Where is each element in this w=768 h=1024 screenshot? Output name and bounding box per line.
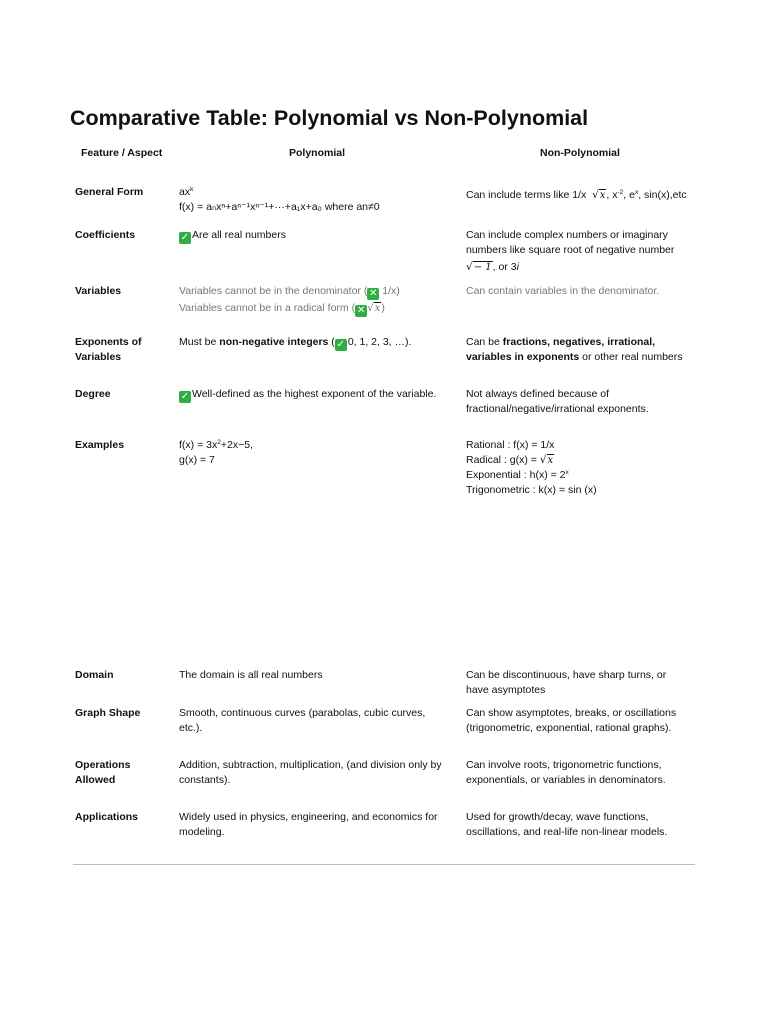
exponents-poly-prefix: Must be: [179, 336, 220, 348]
operations-poly-line1: Addition, subtraction, multiplication, (and division only by: [179, 759, 442, 771]
applications-polynomial: [179, 810, 438, 839]
sqrt-arg: x: [599, 190, 606, 201]
coefficients-poly-text: Are all real numbers: [192, 229, 286, 241]
degree-polynomial: [179, 387, 436, 403]
general-form-nonpoly-prefix: Can include terms like 1/x: [466, 189, 587, 201]
domain-nonpoly-line2: have asymptotes: [466, 683, 546, 696]
horizontal-rule: [73, 864, 695, 865]
operations-non-polynomial: [466, 758, 666, 787]
row-label-applications: Applications: [75, 811, 139, 823]
sqrt-arg: − 1: [473, 262, 492, 273]
row-label-variables: Variables: [75, 285, 122, 297]
exponents-polynomial: [179, 335, 411, 351]
row-label-operations-line1: Operations: [75, 759, 131, 771]
sqrt-icon: √− 1: [466, 261, 492, 273]
examples-poly-line1-a: f(x) = 3x: [179, 439, 218, 451]
page-title: Comparative Table: Polynomial vs Non-Polynomial: [70, 106, 589, 130]
general-form-nonpoly-sup2: x: [634, 189, 639, 196]
degree-poly-text: Well-defined as the highest exponent of the variable.: [192, 388, 437, 400]
variables-poly-line1-prefix: Variables cannot be in the denominator (: [179, 285, 368, 297]
row-label-general-form: General Form: [75, 186, 144, 198]
variables-poly-line2-prefix: Variables cannot be in a radical form (: [179, 302, 356, 314]
general-form-non-polynomial: [466, 188, 687, 204]
examples-poly-line1-b: +2x−5,: [220, 439, 253, 451]
general-form-poly-formula: f(x) = aₙxⁿ+aⁿ⁻¹xⁿ⁻¹+···+a₁x+a₀ where an≠0: [179, 200, 380, 213]
check-mark-icon: ✓: [180, 232, 190, 243]
general-form-poly-sup: k: [190, 186, 194, 193]
degree-non-polynomial: [466, 387, 649, 416]
variables-poly-line2-suffix: ): [381, 302, 385, 314]
exponents-nonpoly-bold1: fractions, negatives, irrational,: [502, 336, 656, 348]
examples-polynomial: [179, 438, 253, 467]
row-label-domain: Domain: [75, 669, 114, 681]
graph-shape-nonpoly-line1: Can show asymptotes, breaks, or oscillations: [466, 707, 677, 719]
imaginary-unit: i: [516, 261, 519, 273]
header-non-polynomial: Non-Polynomial: [540, 147, 620, 159]
row-label-exponents-line1: Exponents of: [75, 336, 142, 348]
operations-polynomial: [179, 758, 442, 787]
degree-nonpoly-line2: fractional/negative/irrational exponents.: [466, 402, 649, 415]
general-form-nonpoly-mid1: , x: [606, 189, 618, 201]
graph-shape-non-polynomial: [466, 706, 676, 735]
exponents-poly-bold: non-negative integers: [219, 336, 329, 348]
examples-nonpoly-trigonometric: Trigonometric : k(x) = sin (x): [466, 483, 597, 496]
row-label-exponents-line2: Variables: [75, 350, 122, 363]
check-mark-icon: ✓: [336, 339, 345, 350]
general-form-nonpoly-mid2: , e: [623, 189, 635, 201]
general-form-nonpoly-suffix: , sin(x),etc: [638, 189, 687, 201]
sqrt-arg: x: [374, 303, 381, 314]
applications-nonpoly-line2: oscillations, and real-life non-linear models.: [466, 825, 668, 838]
check-mark-icon: ✓: [180, 391, 190, 402]
sqrt-icon: √x: [592, 189, 606, 201]
examples-nonpoly-exponential: Exponential : h(x) = 2: [466, 469, 566, 481]
exponents-nonpoly-prefix: Can be: [466, 336, 503, 348]
graph-shape-nonpoly-line2: (trigonometric, exponential, rational graphs).: [466, 721, 672, 734]
applications-poly-line1: Widely used in physics, engineering, and economics for: [179, 811, 438, 823]
examples-non-polynomial: [466, 438, 597, 497]
examples-nonpoly-sup: x: [565, 469, 569, 476]
operations-poly-line2: constants).: [179, 773, 231, 786]
cross-mark-icon: ✕: [356, 305, 366, 316]
header-feature: Feature / Aspect: [81, 147, 163, 159]
examples-poly-line2: g(x) = 7: [179, 453, 215, 466]
examples-nonpoly-radical: Radical : g(x) =: [466, 453, 540, 466]
row-label-graph-shape: Graph Shape: [75, 707, 141, 719]
header-polynomial: Polynomial: [289, 147, 346, 159]
general-form-polynomial: [179, 185, 380, 214]
sqrt-arg: x: [547, 454, 554, 466]
examples-nonpoly-rational: Rational : f(x) = 1/x: [466, 439, 555, 451]
variables-non-polynomial: Can contain variables in the denominator.: [466, 285, 660, 297]
row-label-operations-line2: Allowed: [75, 773, 116, 786]
general-form-nonpoly-sup1: -2: [617, 189, 624, 196]
coefficients-non-polynomial: [466, 228, 674, 276]
applications-nonpoly-line1: Used for growth/decay, wave functions,: [466, 811, 649, 823]
coefficients-nonpoly-suffix: , or 3: [492, 261, 517, 273]
coefficients-polynomial: [179, 228, 286, 244]
row-label-degree: Degree: [75, 388, 111, 400]
exponents-non-polynomial: [466, 335, 683, 364]
sqrt-icon: √x: [539, 453, 554, 466]
sqrt-icon: √x: [367, 302, 381, 314]
variables-poly-line1-suffix: 1/x): [379, 285, 400, 297]
applications-non-polynomial: [466, 810, 667, 839]
operations-nonpoly-line2: exponentials, or variables in denominators.: [466, 773, 666, 786]
coefficients-nonpoly-line1: Can include complex numbers or imaginary: [466, 229, 668, 241]
exponents-poly-mid: (: [328, 336, 335, 348]
domain-polynomial: The domain is all real numbers: [179, 669, 323, 681]
row-label-operations: [75, 758, 130, 787]
variables-polynomial: [179, 283, 400, 317]
graph-shape-poly-line1: Smooth, continuous curves (parabolas, cubic curves,: [179, 707, 426, 719]
graph-shape-polynomial: [179, 706, 425, 735]
row-label-coefficients: Coefficients: [75, 229, 136, 241]
cross-mark-icon: ✕: [369, 288, 378, 299]
domain-nonpoly-line1: Can be discontinuous, have sharp turns, or: [466, 669, 667, 681]
row-label-exponents: [75, 335, 142, 364]
graph-shape-poly-line2: etc.).: [179, 721, 203, 734]
operations-nonpoly-line1: Can involve roots, trigonometric functions,: [466, 759, 662, 771]
applications-poly-line2: modeling.: [179, 825, 225, 838]
examples-poly-sup: 2: [217, 439, 221, 446]
coefficients-nonpoly-line2: numbers like square root of negative number: [466, 243, 675, 256]
degree-nonpoly-line1: Not always defined because of: [466, 388, 610, 400]
general-form-poly-base: ax: [179, 186, 191, 198]
exponents-nonpoly-suffix: or other real numbers: [579, 350, 683, 363]
domain-non-polynomial: [466, 668, 666, 697]
exponents-poly-suffix: 0, 1, 2, 3, …).: [347, 336, 412, 348]
exponents-nonpoly-bold2: variables in exponents: [466, 350, 580, 363]
row-label-examples: Examples: [75, 439, 125, 451]
